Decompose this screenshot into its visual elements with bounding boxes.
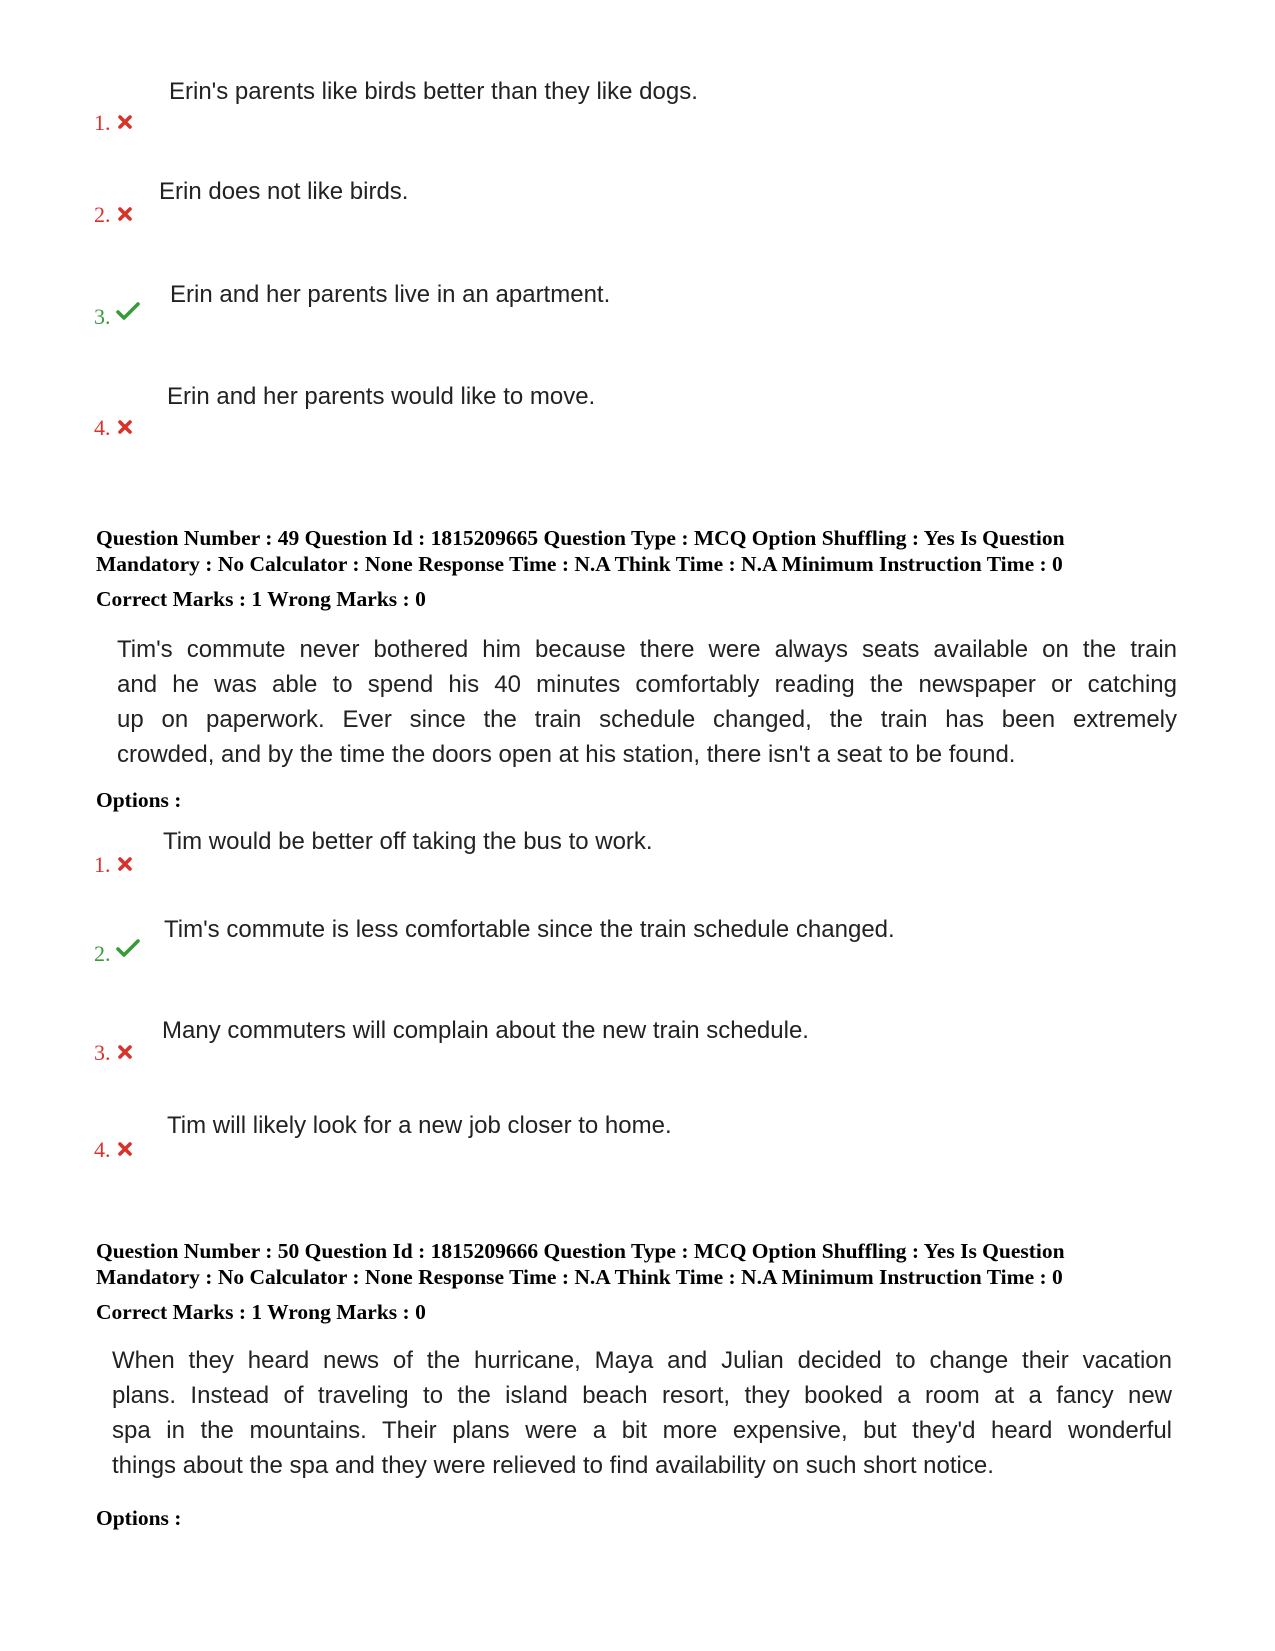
option-text: Erin's parents like birds better than they like dogs.: [169, 78, 698, 105]
passage-line: plans. Instead of traveling to the island beach resort, they booked a room at a fancy new: [112, 1382, 1172, 1409]
option-item: [0, 1017, 1275, 1097]
question-meta-line: Mandatory : No Calculator : None Response Time : N.A Think Time : N.A Minimum Instruction Time : 0: [96, 552, 1063, 576]
cross-icon: [118, 857, 132, 871]
option-text: Erin and her parents live in an apartment.: [170, 281, 611, 308]
option-number: 1.: [94, 852, 111, 877]
cross-icon: [118, 115, 132, 129]
question-marks: Correct Marks : 1 Wrong Marks : 0: [96, 1300, 426, 1324]
passage-line: Tim's commute never bothered him because there were always seats available on the train: [117, 636, 1177, 663]
question-passage: [117, 632, 1177, 772]
passage-line: and he was able to spend his 40 minutes comfortably reading the newspaper or catching: [117, 671, 1177, 698]
question-meta: [96, 1238, 1196, 1290]
option-text: Tim would be better off taking the bus to work.: [163, 828, 653, 855]
passage-line: When they heard news of the hurricane, Maya and Julian decided to change their vacation: [112, 1347, 1172, 1374]
question-passage: [112, 1343, 1172, 1483]
question-meta-line: Mandatory : No Calculator : None Response Time : N.A Think Time : N.A Minimum Instruction Time : 0: [96, 1265, 1063, 1289]
cross-icon: [118, 420, 132, 434]
option-text: Tim will likely look for a new job closer to home.: [167, 1112, 672, 1139]
options-label: Options :: [96, 1506, 182, 1530]
question-meta-line: Question Number : 49 Question Id : 1815209665 Question Type : MCQ Option Shuffling : Yes Is Question: [96, 526, 1065, 550]
passage-line: up on paperwork. Ever since the train schedule changed, the train has been extremely: [117, 706, 1177, 733]
cross-icon: [118, 1045, 132, 1059]
question-meta: [96, 525, 1196, 577]
option-number: 2.: [94, 941, 111, 966]
check-icon: [116, 938, 140, 958]
option-number: 4.: [94, 415, 111, 440]
option-text: Erin does not like birds.: [159, 178, 409, 205]
option-item: [0, 178, 1275, 258]
cross-icon: [118, 1142, 132, 1156]
option-item: [0, 281, 1275, 361]
option-number: 2.: [94, 202, 111, 227]
check-icon: [116, 301, 140, 321]
passage-line: crowded, and by the time the doors open at his station, there isn't a seat to be found.: [117, 741, 1016, 768]
passage-line: things about the spa and they were relieved to find availability on such short notice.: [112, 1452, 994, 1479]
option-item: [0, 1112, 1275, 1192]
option-item: [0, 78, 1275, 158]
cross-icon: [118, 207, 132, 221]
option-text: Tim's commute is less comfortable since the train schedule changed.: [164, 916, 895, 943]
option-text: Many commuters will complain about the new train schedule.: [162, 1017, 809, 1044]
option-text: Erin and her parents would like to move.: [167, 383, 596, 410]
options-label: Options :: [96, 788, 182, 812]
option-item: [0, 916, 1275, 996]
option-number: 3.: [94, 1040, 111, 1065]
question-marks: Correct Marks : 1 Wrong Marks : 0: [96, 587, 426, 611]
option-number: 3.: [94, 304, 111, 329]
passage-line: spa in the mountains. Their plans were a bit more expensive, but they'd heard wonderful: [112, 1417, 1172, 1444]
option-number: 1.: [94, 110, 111, 135]
question-meta-line: Question Number : 50 Question Id : 1815209666 Question Type : MCQ Option Shuffling : Yes Is Question: [96, 1239, 1065, 1263]
option-item: [0, 828, 1275, 908]
option-number: 4.: [94, 1137, 111, 1162]
option-item: [0, 383, 1275, 463]
